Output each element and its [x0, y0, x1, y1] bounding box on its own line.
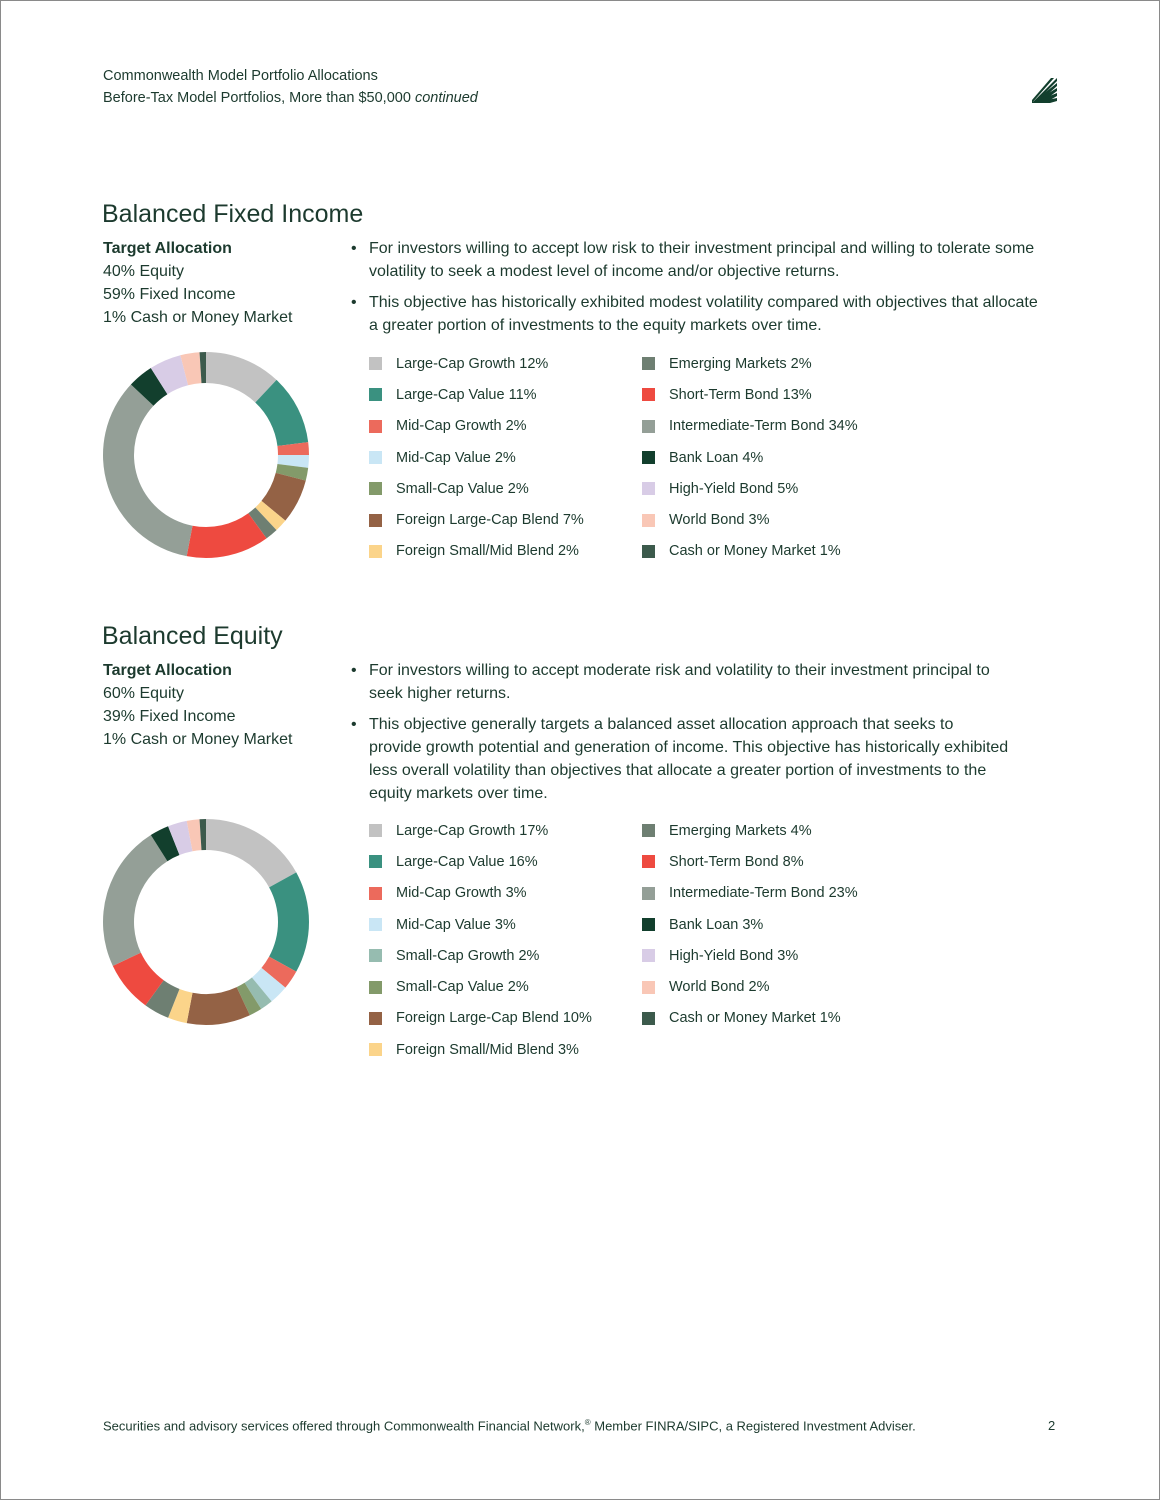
- legend-label: Bank Loan 3%: [669, 916, 764, 933]
- legend-item-small-cap-growth: [369, 940, 642, 971]
- legend-swatch: [369, 887, 382, 900]
- legend-swatch: [642, 451, 655, 464]
- legend-swatch: [642, 388, 655, 401]
- section-title: Balanced Equity: [102, 622, 283, 650]
- legend-label: High-Yield Bond 5%: [669, 480, 799, 497]
- legend-swatch: [369, 420, 382, 433]
- legend-item-mid-cap-value: [369, 442, 642, 473]
- legend-label: Large-Cap Value 11%: [396, 386, 537, 403]
- legend-item-high-yield-bond: [642, 940, 909, 971]
- bullet-item: • This objective has historically exhibited modest volatility compared with objectives that allocate a greater portion of investments to the equity markets over time.: [349, 291, 1039, 337]
- legend-item-foreign-large-cap-blend: [369, 504, 642, 535]
- legend-label: Large-Cap Growth 12%: [396, 355, 549, 372]
- legend-item-foreign-small-mid-blend: [369, 536, 642, 567]
- chart-legend: [369, 348, 909, 567]
- slice-intermediate-term-bond: [103, 384, 193, 556]
- legend-swatch: [369, 482, 382, 495]
- legend-item-foreign-large-cap-blend: [369, 1003, 642, 1034]
- page-number: 2: [1048, 1418, 1056, 1433]
- legend-label: Short-Term Bond 13%: [669, 386, 812, 403]
- footer-text: Securities and advisory services offered through Commonwealth Financial Network,: [103, 1418, 585, 1434]
- legend-label: Foreign Small/Mid Blend 3%: [396, 1041, 579, 1058]
- legend-label: Large-Cap Value 16%: [396, 853, 538, 870]
- target-allocation-label: Target Allocation: [103, 240, 232, 257]
- bullet-item: • For investors willing to accept low risk to their investment principal and willing to tolerate some volatility to seek a modest level of income and/or objective returns.: [349, 237, 1039, 283]
- legend-swatch: [369, 1012, 382, 1025]
- legend-item-mid-cap-growth: [369, 878, 642, 909]
- legend-swatch: [642, 357, 655, 370]
- legend-label: Large-Cap Growth 17%: [396, 822, 549, 839]
- allocation-fixed-income: 59% Fixed Income: [103, 286, 236, 303]
- legend-swatch: [642, 545, 655, 558]
- legend-label: Intermediate-Term Bond 23%: [669, 885, 858, 902]
- header-line-2-main: Before-Tax Model Portfolios, More than $50,000: [103, 90, 411, 106]
- header-line-2: [103, 87, 478, 109]
- commonwealth-logo-icon: [1032, 78, 1057, 103]
- legend-item-foreign-small-mid-blend: [369, 1034, 642, 1065]
- legend-label: Mid-Cap Value 3%: [396, 916, 516, 933]
- slice-intermediate-term-bond: [103, 835, 167, 966]
- legend-item-cash-or-money-market: [642, 1003, 909, 1034]
- legend-item-short-term-bond: [642, 846, 909, 877]
- legend-swatch: [369, 545, 382, 558]
- legend-swatch: [369, 824, 382, 837]
- donut-chart: [102, 351, 310, 559]
- legend-item-intermediate-term-bond: [642, 411, 909, 442]
- legend-swatch: [642, 887, 655, 900]
- legend-swatch: [642, 981, 655, 994]
- header-line-1: Commonwealth Model Portfolio Allocations: [103, 68, 378, 84]
- allocation-equity: 60% Equity: [103, 685, 184, 702]
- allocation-fixed-income: 39% Fixed Income: [103, 708, 236, 725]
- bullet-item: • For investors willing to accept moderate risk and volatility to their investment principal to seek higher returns.: [349, 659, 1009, 705]
- header-line-2-italic: continued: [414, 90, 478, 106]
- legend-swatch: [642, 514, 655, 527]
- legend-label: Foreign Large-Cap Blend 10%: [396, 1010, 592, 1027]
- legend-label: Bank Loan 4%: [669, 449, 764, 466]
- legend-swatch: [642, 824, 655, 837]
- legend-swatch: [642, 1012, 655, 1025]
- legend-swatch: [369, 855, 382, 868]
- legend-label: Mid-Cap Growth 2%: [396, 418, 527, 435]
- legend-item-large-cap-value: [369, 846, 642, 877]
- slice-large-cap-value: [269, 872, 309, 971]
- legend-item-high-yield-bond: [642, 473, 909, 504]
- allocation-cash: 1% Cash or Money Market: [103, 731, 293, 748]
- legend-item-large-cap-value: [369, 379, 642, 410]
- page-header: [103, 65, 478, 109]
- legend-swatch: [369, 514, 382, 527]
- legend-item-mid-cap-growth: [369, 411, 642, 442]
- legend-label: Emerging Markets 2%: [669, 355, 812, 372]
- legend-label: Small-Cap Value 2%: [396, 979, 529, 996]
- legend-swatch: [642, 918, 655, 931]
- legend-item-intermediate-term-bond: [642, 878, 909, 909]
- legend-item-small-cap-value: [369, 971, 642, 1002]
- legend-label: World Bond 2%: [669, 979, 770, 996]
- legend-swatch: [642, 482, 655, 495]
- legend-item-small-cap-value: [369, 473, 642, 504]
- legend-item-emerging-markets: [642, 348, 909, 379]
- legend-item-short-term-bond: [642, 379, 909, 410]
- legend-item-bank-loan: [642, 909, 909, 940]
- donut-chart: [102, 818, 310, 1026]
- allocation-cash: 1% Cash or Money Market: [103, 309, 293, 326]
- legend-label: Cash or Money Market 1%: [669, 1010, 841, 1027]
- legend-swatch: [369, 981, 382, 994]
- legend-swatch: [369, 1043, 382, 1056]
- objective-bullets: [349, 659, 1009, 813]
- legend-label: Small-Cap Growth 2%: [396, 947, 540, 964]
- legend-label: Emerging Markets 4%: [669, 822, 812, 839]
- legend-item-world-bond: [642, 504, 909, 535]
- legend-swatch: [642, 420, 655, 433]
- footer-text-end: Member FINRA/SIPC, a Registered Investment Adviser.: [590, 1418, 916, 1434]
- legend-swatch: [642, 949, 655, 962]
- legend-item-cash-or-money-market: [642, 536, 909, 567]
- legend-label: Intermediate-Term Bond 34%: [669, 418, 858, 435]
- objective-bullets: [349, 237, 1039, 345]
- legend-label: World Bond 3%: [669, 512, 770, 529]
- allocation-equity: 40% Equity: [103, 263, 184, 280]
- legend-swatch: [369, 357, 382, 370]
- legend-label: Cash or Money Market 1%: [669, 543, 841, 560]
- target-allocation: [103, 659, 292, 751]
- legend-swatch: [369, 918, 382, 931]
- target-allocation-label: Target Allocation: [103, 662, 232, 679]
- target-allocation: [103, 237, 292, 329]
- legend-label: Small-Cap Value 2%: [396, 480, 529, 497]
- legend-label: Mid-Cap Value 2%: [396, 449, 516, 466]
- legend-swatch: [369, 451, 382, 464]
- registered-mark: ®: [584, 1418, 591, 1427]
- legend-label: Short-Term Bond 8%: [669, 853, 804, 870]
- legend-swatch: [369, 388, 382, 401]
- legend-label: High-Yield Bond 3%: [669, 947, 799, 964]
- legend-swatch: [369, 949, 382, 962]
- slice-large-cap-growth: [206, 819, 296, 887]
- legend-label: Foreign Small/Mid Blend 2%: [396, 543, 579, 560]
- legend-item-emerging-markets: [642, 815, 909, 846]
- legend-item-large-cap-growth: [369, 815, 642, 846]
- legend-label: Foreign Large-Cap Blend 7%: [396, 512, 584, 529]
- legend-item-mid-cap-value: [369, 909, 642, 940]
- legend-item-large-cap-growth: [369, 348, 642, 379]
- section-title: Balanced Fixed Income: [102, 200, 364, 228]
- bullet-item: • This objective generally targets a balanced asset allocation approach that seeks to provide growth potential and generation of income. This objective has historically exhibited less overall volatility than objectives that allocate a greater portion of investments to the equity markets over time.: [349, 713, 1009, 805]
- legend-label: Mid-Cap Growth 3%: [396, 885, 527, 902]
- legend-swatch: [642, 855, 655, 868]
- chart-legend: [369, 815, 909, 1065]
- legend-item-world-bond: [642, 971, 909, 1002]
- footer-disclaimer: [103, 1418, 916, 1433]
- legend-item-bank-loan: [642, 442, 909, 473]
